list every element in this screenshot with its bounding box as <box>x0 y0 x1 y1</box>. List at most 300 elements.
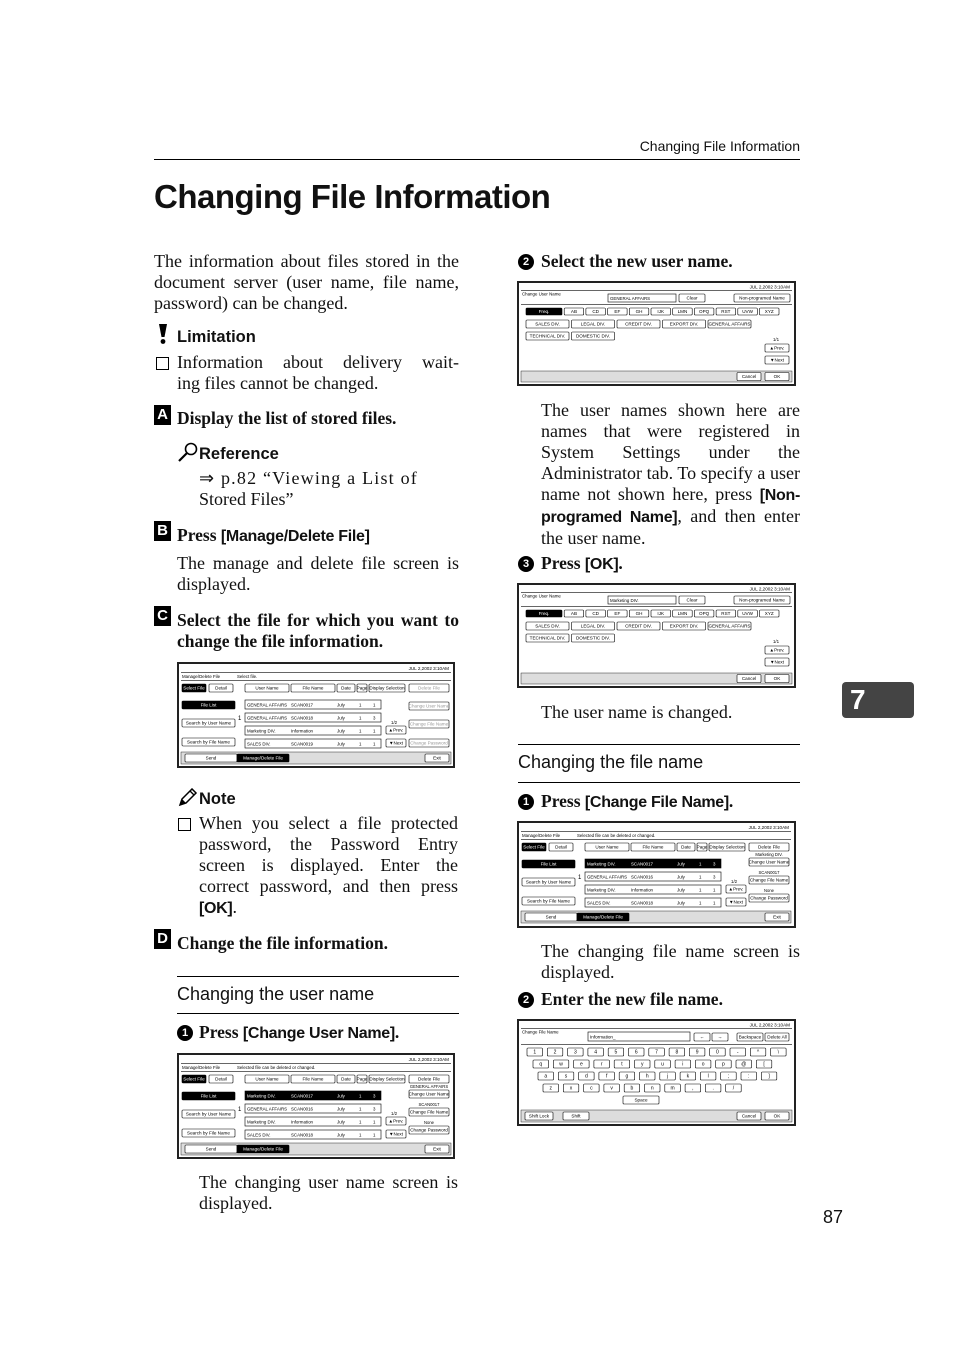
key-button[interactable] <box>624 1084 640 1092</box>
key-button[interactable] <box>660 1072 676 1080</box>
cell-file: Information <box>291 1119 313 1125</box>
cell-page: 1 <box>713 900 716 906</box>
key-button-label: v <box>610 1085 613 1092</box>
display-selection-button-label: Display Selection <box>369 1076 405 1082</box>
user-name-column[interactable] <box>245 1075 289 1083</box>
index-tab-label: XYZ <box>764 611 774 617</box>
key-button-label: [ <box>763 1061 765 1068</box>
cancel-button[interactable] <box>737 373 761 381</box>
next-button[interactable] <box>765 356 789 364</box>
exit-button[interactable] <box>425 1145 449 1153</box>
key-button-label: 8 <box>675 1049 679 1056</box>
index-tab[interactable] <box>564 308 584 315</box>
key-button-label: : <box>748 1073 750 1080</box>
key-button[interactable] <box>750 1048 766 1056</box>
table-row[interactable] <box>245 713 381 722</box>
index-tab[interactable] <box>526 610 562 617</box>
cell-page: 3 <box>373 1093 376 1099</box>
date-column[interactable] <box>677 843 695 851</box>
table-row[interactable] <box>245 700 381 709</box>
change-file-name-button-ref: [Change File Name] <box>584 794 729 811</box>
index-tab-label: UVW <box>742 611 753 617</box>
user-name-button-label: EXPORT DIV. <box>669 623 699 629</box>
user-name-button[interactable] <box>526 634 569 642</box>
cancel-button[interactable] <box>737 675 761 683</box>
index-tab[interactable] <box>716 610 736 617</box>
send-tab[interactable] <box>185 754 237 762</box>
backspace-button[interactable] <box>737 1033 763 1041</box>
clear-button-label: Clear <box>686 597 698 603</box>
index-tab[interactable] <box>673 308 693 315</box>
cell-date: July <box>337 715 345 721</box>
user-name-button[interactable] <box>572 634 615 642</box>
cell-day: 1 <box>359 728 362 734</box>
step-number: C <box>154 606 171 626</box>
file-list-button[interactable] <box>182 701 235 709</box>
change-user-name-button[interactable] <box>749 858 790 866</box>
key-button[interactable] <box>614 1060 630 1068</box>
send-tab[interactable] <box>525 913 577 921</box>
chapter-tab: 7 <box>842 682 914 718</box>
screen-tab-label: Manage/Delete File <box>182 674 221 679</box>
display-selection-button[interactable] <box>369 1075 405 1083</box>
index-tab[interactable] <box>586 610 606 617</box>
display-selection-button[interactable] <box>709 843 745 851</box>
change-user-name-button[interactable] <box>409 702 450 710</box>
index-tab-label: OPQ <box>699 309 710 315</box>
cell-file: SCAN0017 <box>291 1093 313 1099</box>
substep-heading <box>199 1022 399 1044</box>
clear-button[interactable] <box>679 294 705 302</box>
circled-number: 2 <box>518 992 534 1008</box>
change-password-button[interactable] <box>409 1126 449 1134</box>
index-tab[interactable] <box>673 610 693 617</box>
screen-date: JUL 2,2002 3:10AM <box>408 1057 449 1062</box>
section-rule <box>177 1013 459 1014</box>
cancel-button[interactable] <box>737 1112 761 1120</box>
index-tab[interactable] <box>738 610 758 617</box>
shift-button[interactable] <box>563 1112 589 1120</box>
user-name-button[interactable] <box>526 320 569 328</box>
screen-date: JUL 2,2002 3:10AM <box>748 825 789 830</box>
table-row[interactable] <box>245 1117 381 1126</box>
cell-file: SCAN0018 <box>291 1132 313 1138</box>
change-file-name-button[interactable] <box>409 720 449 728</box>
user-name-button[interactable] <box>617 320 660 328</box>
substep-description: The changing file name screen is displayed. <box>541 941 800 982</box>
key-button[interactable] <box>705 1084 721 1092</box>
file-name-column[interactable] <box>631 843 675 851</box>
checkbox-icon <box>178 818 191 831</box>
key-button-label: k <box>686 1073 690 1080</box>
file-name-column-label: File Name <box>302 1076 324 1082</box>
cell-day: 1 <box>699 900 702 906</box>
page-column[interactable] <box>357 1075 368 1083</box>
page-column-label: Page <box>696 844 708 850</box>
key-button[interactable] <box>574 1060 590 1068</box>
user-name-column[interactable] <box>245 684 289 692</box>
send-tab-label: Send <box>205 1146 217 1152</box>
page-indicator: 1/2 <box>391 720 398 725</box>
substep-heading: Select the new user name. <box>541 251 733 271</box>
search-by-file-button-label: Search by File Name <box>187 1130 230 1136</box>
change-user-name-button[interactable] <box>409 1090 450 1098</box>
change-file-name-button[interactable] <box>409 1108 449 1116</box>
change-password-button-label: Change Password <box>410 1127 448 1133</box>
table-row[interactable] <box>585 898 721 907</box>
ok-button[interactable] <box>765 1112 789 1120</box>
search-by-user-button[interactable] <box>522 878 575 886</box>
cell-day: 1 <box>359 1106 362 1112</box>
cursor-right-button[interactable] <box>712 1033 728 1041</box>
key-button[interactable] <box>771 1048 787 1056</box>
manage-delete-tab[interactable] <box>577 913 629 921</box>
key-button-label: h <box>645 1073 649 1080</box>
search-by-user-button[interactable] <box>182 1110 235 1118</box>
key-button[interactable] <box>568 1048 584 1056</box>
index-tab[interactable] <box>586 308 606 315</box>
step-description: The manage and delete file screen is displayed. <box>177 553 459 594</box>
current-password: None <box>423 1120 435 1125</box>
key-button[interactable] <box>629 1048 645 1056</box>
index-tab[interactable] <box>629 308 649 315</box>
detail-button[interactable] <box>209 684 233 692</box>
key-button-label: n <box>650 1085 654 1092</box>
index-tab[interactable] <box>629 610 649 617</box>
file-list-button[interactable] <box>522 860 575 868</box>
display-selection-button-label: Display Selection <box>709 844 745 850</box>
key-button-label: @ <box>741 1061 747 1068</box>
index-tab[interactable] <box>608 308 628 315</box>
screen-svg <box>519 1021 794 1124</box>
circled-number: 3 <box>518 556 534 572</box>
delete-all-button[interactable] <box>765 1033 789 1041</box>
desc-text: The user names shown here are names that were registered in System Settings under the Administrator tab. To specify a user name not shown here, press <box>541 400 800 504</box>
prev-button[interactable] <box>386 1117 406 1125</box>
cell-user: Marketing DIV. <box>587 887 616 893</box>
substep-text: Press <box>541 553 585 573</box>
key-button[interactable] <box>538 1072 554 1080</box>
key-button[interactable] <box>649 1048 665 1056</box>
key-button[interactable] <box>756 1060 772 1068</box>
substep-description <box>541 400 800 549</box>
key-button[interactable] <box>680 1072 696 1080</box>
index-tab[interactable] <box>716 308 736 315</box>
send-tab[interactable] <box>185 1145 237 1153</box>
user-name-button[interactable] <box>572 332 615 340</box>
user-name-field[interactable] <box>608 294 676 302</box>
ok-button[interactable] <box>765 373 789 381</box>
key-button[interactable] <box>604 1084 620 1092</box>
exit-button-label: Exit <box>773 914 781 920</box>
running-header: Changing File Information <box>639 138 800 154</box>
cell-date: July <box>337 1119 345 1125</box>
non-programed-name-button-label: Non-programed Name <box>739 597 785 603</box>
cursor-right-button-label: → <box>717 1034 723 1040</box>
screen-svg <box>519 585 794 686</box>
cell-page: 3 <box>373 1106 376 1112</box>
screen-svg <box>179 1055 453 1157</box>
change-user-name-button-ref: [Change User Name] <box>242 1025 395 1042</box>
delete-file-button[interactable] <box>409 1075 449 1083</box>
file-name-column[interactable] <box>291 684 335 692</box>
cell-user: Marketing DIV. <box>247 728 276 734</box>
select-file-button[interactable] <box>522 843 546 851</box>
cursor-left-button[interactable] <box>694 1033 710 1041</box>
key-button[interactable] <box>588 1048 604 1056</box>
key-button[interactable] <box>655 1060 671 1068</box>
key-button-label: 3 <box>573 1049 577 1056</box>
exit-button[interactable] <box>425 754 449 762</box>
key-button[interactable] <box>547 1048 563 1056</box>
index-tab[interactable] <box>694 308 714 315</box>
checkbox-icon <box>156 357 169 370</box>
user-name-button[interactable] <box>526 622 569 630</box>
table-row[interactable] <box>585 872 721 881</box>
non-programed-name-button[interactable] <box>734 596 790 604</box>
user-name-button[interactable] <box>572 320 615 328</box>
current-file-name: SCAN0017 <box>418 1102 440 1107</box>
manage-delete-button-ref: [Manage/Delete File] <box>220 528 370 545</box>
index-tab-label: EF <box>614 309 621 315</box>
non-programed-name-button-ref: [Non-programed Name] <box>541 487 800 526</box>
step-heading: Select the file for which you want to change the file information. <box>177 610 459 651</box>
key-button[interactable] <box>689 1048 705 1056</box>
index-tab[interactable] <box>760 308 780 315</box>
table-row[interactable] <box>245 739 381 748</box>
date-column-label: Date <box>341 1076 351 1082</box>
index-tab[interactable] <box>738 308 758 315</box>
user-name-button[interactable] <box>526 332 569 340</box>
reference-text <box>199 468 456 510</box>
key-button[interactable] <box>543 1084 559 1092</box>
key-button-label: - <box>736 1049 739 1056</box>
date-column[interactable] <box>337 1075 355 1083</box>
screen-svg <box>519 823 793 925</box>
table-row[interactable] <box>245 1104 381 1113</box>
key-button[interactable] <box>640 1072 656 1080</box>
clear-button[interactable] <box>679 596 705 604</box>
index-tab[interactable] <box>760 610 780 617</box>
user-name-button[interactable] <box>572 622 615 630</box>
shift-button-label: Shift <box>571 1113 581 1119</box>
table-row[interactable] <box>585 885 721 894</box>
select-file-button-label: Select File <box>183 1076 205 1082</box>
index-tab-label: AB <box>570 611 578 617</box>
user-name-button[interactable] <box>708 622 751 630</box>
select-file-button[interactable] <box>182 1075 206 1083</box>
index-tab-label: GH <box>635 611 643 617</box>
key-button[interactable] <box>599 1072 615 1080</box>
key-button[interactable] <box>710 1048 726 1056</box>
page-column[interactable] <box>697 843 708 851</box>
table-row[interactable] <box>245 1130 381 1139</box>
next-button[interactable] <box>726 898 746 906</box>
user-name-field[interactable] <box>608 596 676 604</box>
file-name-column[interactable] <box>291 1075 335 1083</box>
prev-button-label: ▲Prev. <box>388 727 404 733</box>
manage-delete-tab-label: Manage/Delete File <box>243 755 283 761</box>
key-button[interactable] <box>665 1084 681 1092</box>
cell-date: July <box>337 702 345 708</box>
backspace-button-label: Backspace <box>738 1034 762 1040</box>
table-row[interactable] <box>245 726 381 735</box>
change-password-button-label: Change Password <box>410 740 448 746</box>
prev-button[interactable] <box>726 885 746 893</box>
screen-message: Selected file can be deleted or changed. <box>237 1065 316 1070</box>
index-tab[interactable] <box>608 610 628 617</box>
page-indicator: 1/2 <box>731 879 738 884</box>
next-button[interactable] <box>386 739 406 747</box>
key-button[interactable] <box>608 1048 624 1056</box>
cell-day: 1 <box>359 702 362 708</box>
manage-delete-screen <box>177 662 455 768</box>
display-selection-button[interactable] <box>369 684 405 692</box>
cell-file: Information <box>631 887 653 893</box>
index-tab-label: RST <box>721 611 731 617</box>
user-name-column[interactable] <box>585 843 629 851</box>
prev-button[interactable] <box>386 726 406 734</box>
date-column[interactable] <box>337 684 355 692</box>
cell-page: 3 <box>373 715 376 721</box>
index-tab-label: OPQ <box>699 611 710 617</box>
key-button[interactable] <box>685 1084 701 1092</box>
index-tab-label: CD <box>592 611 599 617</box>
file-name-field[interactable] <box>588 1032 690 1041</box>
key-button-label: ^ <box>756 1049 760 1056</box>
index-tab[interactable] <box>651 308 671 315</box>
space-button[interactable] <box>623 1096 659 1104</box>
table-row[interactable] <box>585 859 721 868</box>
key-button[interactable] <box>553 1060 569 1068</box>
cell-user: GENERAL AFFAIRS <box>247 715 288 721</box>
key-button-label: 6 <box>634 1049 638 1056</box>
limitation-heading: Limitation <box>177 328 256 346</box>
shift-lock-button[interactable] <box>525 1112 553 1120</box>
manage-delete-tab[interactable] <box>237 754 289 762</box>
index-tab[interactable] <box>526 308 562 315</box>
user-name-column-label: User Name <box>255 1076 279 1082</box>
key-button-label: 1 <box>533 1049 537 1056</box>
index-tab[interactable] <box>694 610 714 617</box>
delete-file-button[interactable] <box>409 684 449 692</box>
table-row[interactable] <box>245 1091 381 1100</box>
select-file-button-label: Select File <box>183 685 205 691</box>
key-button[interactable] <box>675 1060 691 1068</box>
non-programed-name-button-label: Non-programed Name <box>739 295 785 301</box>
prev-button-label: ▲Prev. <box>769 345 785 351</box>
key-button[interactable] <box>741 1072 757 1080</box>
key-button[interactable] <box>558 1072 574 1080</box>
search-by-file-button-label: Search by File Name <box>527 898 570 904</box>
file-list-button-label: File List <box>540 861 557 867</box>
key-button[interactable] <box>726 1084 742 1092</box>
user-name-button-label: CREDIT DIV. <box>625 623 652 629</box>
file-name-column-label: File Name <box>642 844 664 850</box>
select-file-button[interactable] <box>182 684 206 692</box>
key-button[interactable] <box>716 1060 732 1068</box>
prev-button[interactable] <box>765 646 789 654</box>
search-by-file-button[interactable] <box>182 1129 235 1137</box>
prev-button[interactable] <box>765 344 789 352</box>
key-button[interactable] <box>645 1084 661 1092</box>
ok-button-label: OK <box>773 676 781 682</box>
exit-button[interactable] <box>765 913 789 921</box>
delete-file-button-label: Delete File <box>418 685 440 691</box>
key-button[interactable] <box>579 1072 595 1080</box>
key-button[interactable] <box>761 1072 777 1080</box>
index-tab-label: Freq. <box>538 611 550 617</box>
key-button[interactable] <box>635 1060 651 1068</box>
key-button[interactable] <box>695 1060 711 1068</box>
key-button[interactable] <box>700 1072 716 1080</box>
next-button[interactable] <box>765 658 789 666</box>
cell-page: 3 <box>713 874 716 880</box>
limitation-item-line: ing files cannot be changed. <box>177 373 379 393</box>
search-by-file-button[interactable] <box>182 738 235 746</box>
step-heading: Display the list of stored files. <box>177 408 397 428</box>
key-button[interactable] <box>533 1060 549 1068</box>
page-column[interactable] <box>357 684 368 692</box>
user-name-button[interactable] <box>663 622 706 630</box>
exit-button-label: Exit <box>433 755 441 761</box>
detail-button[interactable] <box>549 843 573 851</box>
next-button[interactable] <box>386 1130 406 1138</box>
key-button[interactable] <box>527 1048 543 1056</box>
next-button-label: ▼Next <box>770 357 784 363</box>
change-file-name-button[interactable] <box>749 876 789 884</box>
search-by-user-button[interactable] <box>182 719 235 727</box>
index-tab[interactable] <box>651 610 671 617</box>
user-name-select-screen <box>517 281 796 386</box>
key-button[interactable] <box>721 1072 737 1080</box>
limitation-icon <box>154 323 172 345</box>
non-programed-name-button[interactable] <box>734 294 790 302</box>
user-name-button[interactable] <box>617 622 660 630</box>
manage-delete-tab[interactable] <box>237 1145 289 1153</box>
user-name-button[interactable] <box>708 320 751 328</box>
cell-date: July <box>337 741 345 747</box>
key-button[interactable] <box>584 1084 600 1092</box>
key-button-label: z <box>549 1085 552 1092</box>
file-list-button[interactable] <box>182 1092 235 1100</box>
key-button[interactable] <box>563 1084 579 1092</box>
key-button-label: d <box>584 1073 588 1080</box>
delete-file-button[interactable] <box>749 843 789 851</box>
key-button-label: a <box>544 1073 548 1080</box>
user-name-button-label: SALES DIV. <box>535 321 560 327</box>
index-tab[interactable] <box>564 610 584 617</box>
user-name-button[interactable] <box>663 320 706 328</box>
key-button[interactable] <box>669 1048 685 1056</box>
row-number: 1 <box>238 716 242 722</box>
search-by-file-button[interactable] <box>522 897 575 905</box>
change-password-button[interactable] <box>749 894 789 902</box>
change-password-button[interactable] <box>409 739 449 747</box>
cell-user: Marketing DIV. <box>247 1119 276 1125</box>
detail-button[interactable] <box>209 1075 233 1083</box>
key-button[interactable] <box>594 1060 610 1068</box>
cell-user: Marketing DIV. <box>587 861 616 867</box>
cell-date: July <box>677 900 685 906</box>
key-button-label: 4 <box>594 1049 598 1056</box>
key-button[interactable] <box>730 1048 746 1056</box>
key-button[interactable] <box>619 1072 635 1080</box>
ok-button[interactable] <box>765 675 789 683</box>
key-button[interactable] <box>736 1060 752 1068</box>
section-rule <box>177 976 459 977</box>
key-button-label: o <box>701 1061 705 1068</box>
